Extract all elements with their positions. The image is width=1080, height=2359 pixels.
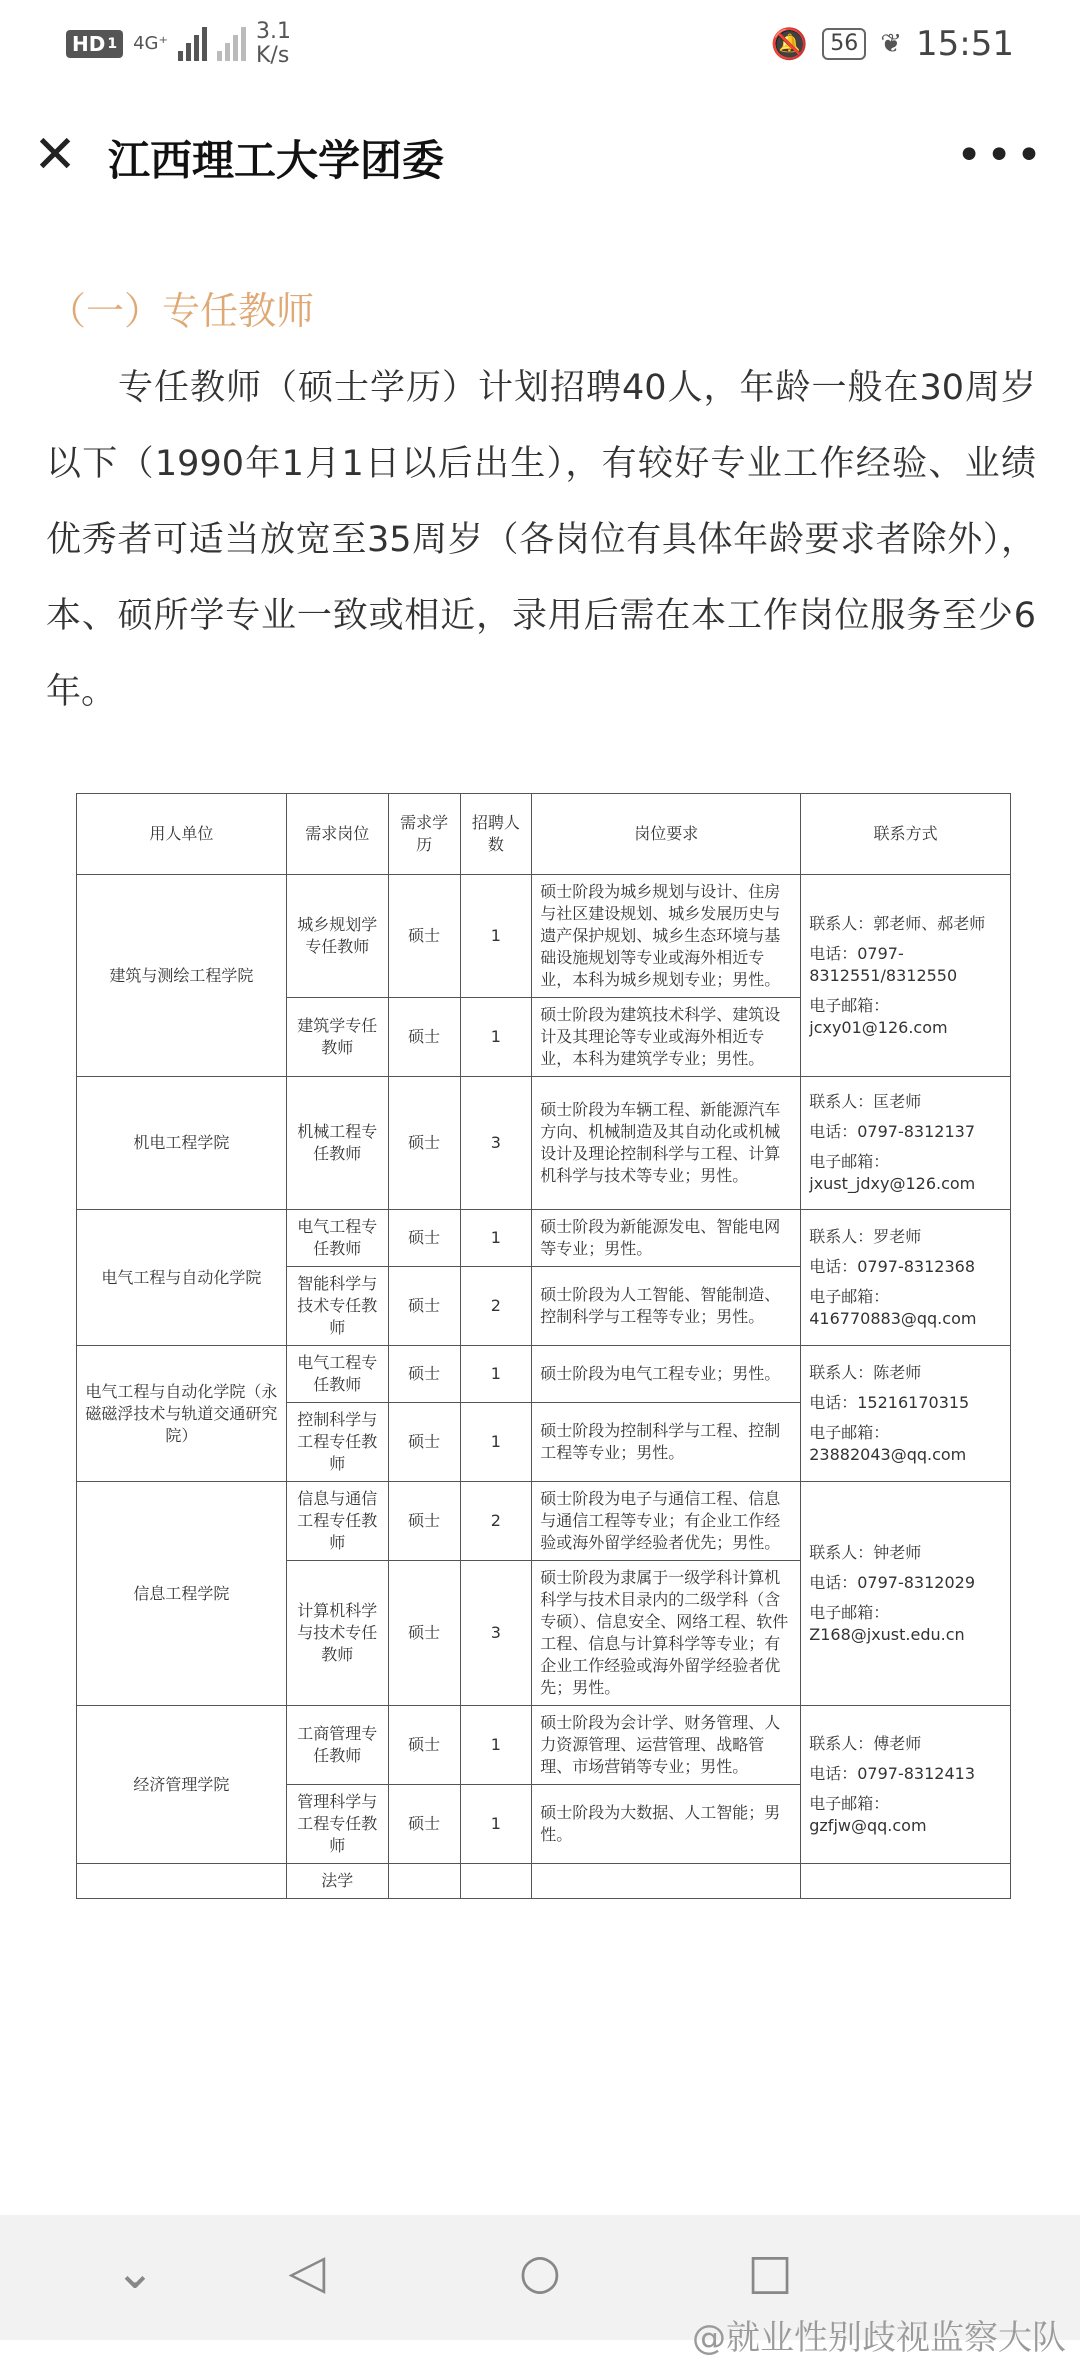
- contact-cell: [801, 1077, 1011, 1210]
- table-cell: [388, 1864, 460, 1899]
- contact-line: 电子邮箱：jcxy01@126.com: [809, 995, 948, 1037]
- unit-cell: 建筑与测绘工程学院: [77, 875, 287, 1077]
- title-bar: [0, 100, 1080, 220]
- post-cell: 工商管理专任教师: [286, 1706, 388, 1785]
- requirement-cell: 硕士阶段为城乡规划与设计、住房与社区建设规划、城乡发展历史与遗产保护规划、城乡生态环境与基础设施规划等专业或海外相近专业，本科为城乡规划专业；男性。: [532, 875, 801, 998]
- contact-cell: [801, 1482, 1011, 1706]
- count-cell: 1: [460, 1346, 532, 1403]
- table-row: [77, 1077, 1011, 1210]
- back-icon[interactable]: ◁: [288, 2244, 326, 2300]
- count-cell: 1: [460, 1706, 532, 1785]
- table-row: [77, 1210, 1011, 1267]
- count-cell: 1: [460, 875, 532, 998]
- contact-line: 电话：0797-8312413: [809, 1763, 976, 1783]
- count-cell: 2: [460, 1482, 532, 1561]
- contact-cell: [801, 1210, 1011, 1346]
- unit-cell: 经济管理学院: [77, 1706, 287, 1864]
- close-icon[interactable]: ✕: [33, 125, 77, 185]
- contact-line: 电话：0797-8312029: [809, 1572, 976, 1592]
- post-cell: 电气工程专任教师: [286, 1210, 388, 1267]
- table-header-row: [77, 794, 1011, 875]
- contact-cell: [801, 1706, 1011, 1864]
- degree-cell: 硕士: [388, 998, 460, 1077]
- degree-cell: 硕士: [388, 1346, 460, 1403]
- header-cell: 联系方式: [801, 794, 1011, 875]
- contact-line: 电子邮箱：gzfjw@qq.com: [809, 1793, 927, 1835]
- table-row: [77, 875, 1011, 998]
- leaf-icon: ❦: [880, 29, 903, 59]
- table-cell: [801, 1864, 1011, 1899]
- requirement-cell: 硕士阶段为建筑技术科学、建筑设计及其理论等专业或海外相近专业，本科为建筑学专业；男性。: [532, 998, 801, 1077]
- count-cell: 2: [460, 1267, 532, 1346]
- count-cell: 3: [460, 1561, 532, 1706]
- requirement-cell: 硕士阶段为大数据、人工智能；男性。: [532, 1785, 801, 1864]
- count-cell: 1: [460, 1210, 532, 1267]
- status-bar: [0, 0, 1080, 92]
- post-cell: 控制科学与工程专任教师: [286, 1403, 388, 1482]
- post-cell: 管理科学与工程专任教师: [286, 1785, 388, 1864]
- requirement-cell: 硕士阶段为隶属于一级学科计算机科学与技术目录内的二级学科（含专硕）、信息安全、网络工程、软件工程、信息与计算科学等专业；有企业工作经验或海外留学经验者优先；男性。: [532, 1561, 801, 1706]
- count-cell: 1: [460, 1785, 532, 1864]
- count-cell: 1: [460, 1403, 532, 1482]
- post-cell: 电气工程专任教师: [286, 1346, 388, 1403]
- recruitment-table: [76, 793, 1011, 1899]
- table-cell: [460, 1864, 532, 1899]
- signal-icon: [178, 27, 207, 61]
- degree-cell: 硕士: [388, 1077, 460, 1210]
- degree-cell: 硕士: [388, 1482, 460, 1561]
- bell-off-icon: 🔕: [770, 26, 809, 62]
- unit-cell: 电气工程与自动化学院（永磁磁浮技术与轨道交通研究院）: [77, 1346, 287, 1482]
- contact-line: 电子邮箱：Z168@jxust.edu.cn: [809, 1602, 965, 1644]
- table-row: [77, 1864, 1011, 1899]
- requirement-cell: 硕士阶段为控制科学与工程、控制工程等专业；男性。: [532, 1403, 801, 1482]
- requirement-cell: 硕士阶段为车辆工程、新能源汽车方向、机械制造及其自动化或机械设计及理论控制科学与工程、计算机科学与技术等专业；男性。: [532, 1077, 801, 1210]
- post-cell: 智能科学与技术专任教师: [286, 1267, 388, 1346]
- degree-cell: 硕士: [388, 1561, 460, 1706]
- degree-cell: 硕士: [388, 875, 460, 998]
- table-row: [77, 1346, 1011, 1403]
- contact-line: 电话：0797-8312368: [809, 1256, 976, 1276]
- more-options-icon[interactable]: •••: [956, 130, 1046, 181]
- signal-2-icon: [217, 27, 246, 61]
- contact-line: 联系人：傅老师: [809, 1733, 922, 1753]
- clock: 15:51: [916, 24, 1014, 64]
- degree-cell: 硕士: [388, 1403, 460, 1482]
- header-cell: 招聘人数: [460, 794, 532, 875]
- unit-cell: 信息工程学院: [77, 1482, 287, 1706]
- unit-cell: 机电工程学院: [77, 1077, 287, 1210]
- post-cell: 城乡规划学专任教师: [286, 875, 388, 998]
- network-type: 4G⁺: [133, 33, 168, 54]
- post-cell: 计算机科学与技术专任教师: [286, 1561, 388, 1706]
- contact-line: 联系人：陈老师: [809, 1362, 922, 1382]
- degree-cell: 硕士: [388, 1267, 460, 1346]
- header-cell: 需求学历: [388, 794, 460, 875]
- post-cell: 法学: [286, 1864, 388, 1899]
- home-icon[interactable]: ○: [519, 2244, 561, 2300]
- header-cell: 需求岗位: [286, 794, 388, 875]
- contact-line: 电话：15216170315: [809, 1392, 970, 1412]
- contact-line: 联系人：郭老师、郝老师: [809, 913, 986, 933]
- hd-badge: HD 1: [66, 30, 123, 58]
- post-cell: 建筑学专任教师: [286, 998, 388, 1077]
- table-row: [77, 1482, 1011, 1561]
- requirement-cell: 硕士阶段为人工智能、智能制造、控制科学与工程等专业；男性。: [532, 1267, 801, 1346]
- contact-line: 联系人：罗老师: [809, 1226, 922, 1246]
- post-cell: 信息与通信工程专任教师: [286, 1482, 388, 1561]
- degree-cell: 硕士: [388, 1210, 460, 1267]
- degree-cell: 硕士: [388, 1785, 460, 1864]
- contact-line: 电话：0797-8312551/8312550: [809, 943, 958, 985]
- table-cell: [532, 1864, 801, 1899]
- status-right: [771, 24, 1014, 64]
- net-speed: 3.1 K/s: [256, 19, 291, 68]
- battery-indicator: 56: [822, 28, 866, 60]
- count-cell: 3: [460, 1077, 532, 1210]
- requirement-cell: 硕士阶段为会计学、财务管理、人力资源管理、运营管理、战略管理、市场营销等专业；男性。: [532, 1706, 801, 1785]
- page-title: 江西理工大学团委: [108, 136, 445, 185]
- contact-line: 电子邮箱：23882043@qq.com: [809, 1422, 967, 1464]
- post-cell: 机械工程专任教师: [286, 1077, 388, 1210]
- section-title: （一）专任教师: [48, 289, 315, 333]
- contact-cell: [801, 1346, 1011, 1482]
- watermark: @就业性别歧视监察大队: [692, 2318, 1066, 2358]
- status-left: [66, 20, 291, 68]
- header-cell: 用人单位: [77, 794, 287, 875]
- contact-line: 联系人：匡老师: [809, 1092, 922, 1111]
- degree-cell: 硕士: [388, 1706, 460, 1785]
- contact-line: 联系人：钟老师: [809, 1542, 922, 1562]
- contact-cell: [801, 875, 1011, 1077]
- unit-cell: 电气工程与自动化学院: [77, 1210, 287, 1346]
- contact-line: 电子邮箱：jxust_jdxy@126.com: [809, 1152, 976, 1193]
- count-cell: 1: [460, 998, 532, 1077]
- intro-paragraph: 专任教师（硕士学历）计划招聘40人，年龄一般在30周岁以下（1990年1月1日以后出生），有较好专业工作经验、业绩优秀者可适当放宽至35周岁（各岗位有具体年龄要求者除外），本、硕所学专业一致或相近，录用后需在本工作岗位服务至少6年。: [46, 368, 1036, 712]
- chevron-down-icon[interactable]: ⌄: [114, 2244, 156, 2300]
- table-cell: [77, 1864, 287, 1899]
- contact-line: 电话：0797-8312137: [809, 1122, 976, 1141]
- table-row: [77, 1706, 1011, 1785]
- requirement-cell: 硕士阶段为新能源发电、智能电网等专业；男性。: [532, 1210, 801, 1267]
- contact-line: 电子邮箱：416770883@qq.com: [809, 1286, 977, 1328]
- header-cell: 岗位要求: [532, 794, 801, 875]
- requirement-cell: 硕士阶段为电子与通信工程、信息与通信工程等专业；有企业工作经验或海外留学经验者优先；男性。: [532, 1482, 801, 1561]
- requirement-cell: 硕士阶段为电气工程专业；男性。: [532, 1346, 801, 1403]
- recents-icon[interactable]: □: [747, 2244, 793, 2300]
